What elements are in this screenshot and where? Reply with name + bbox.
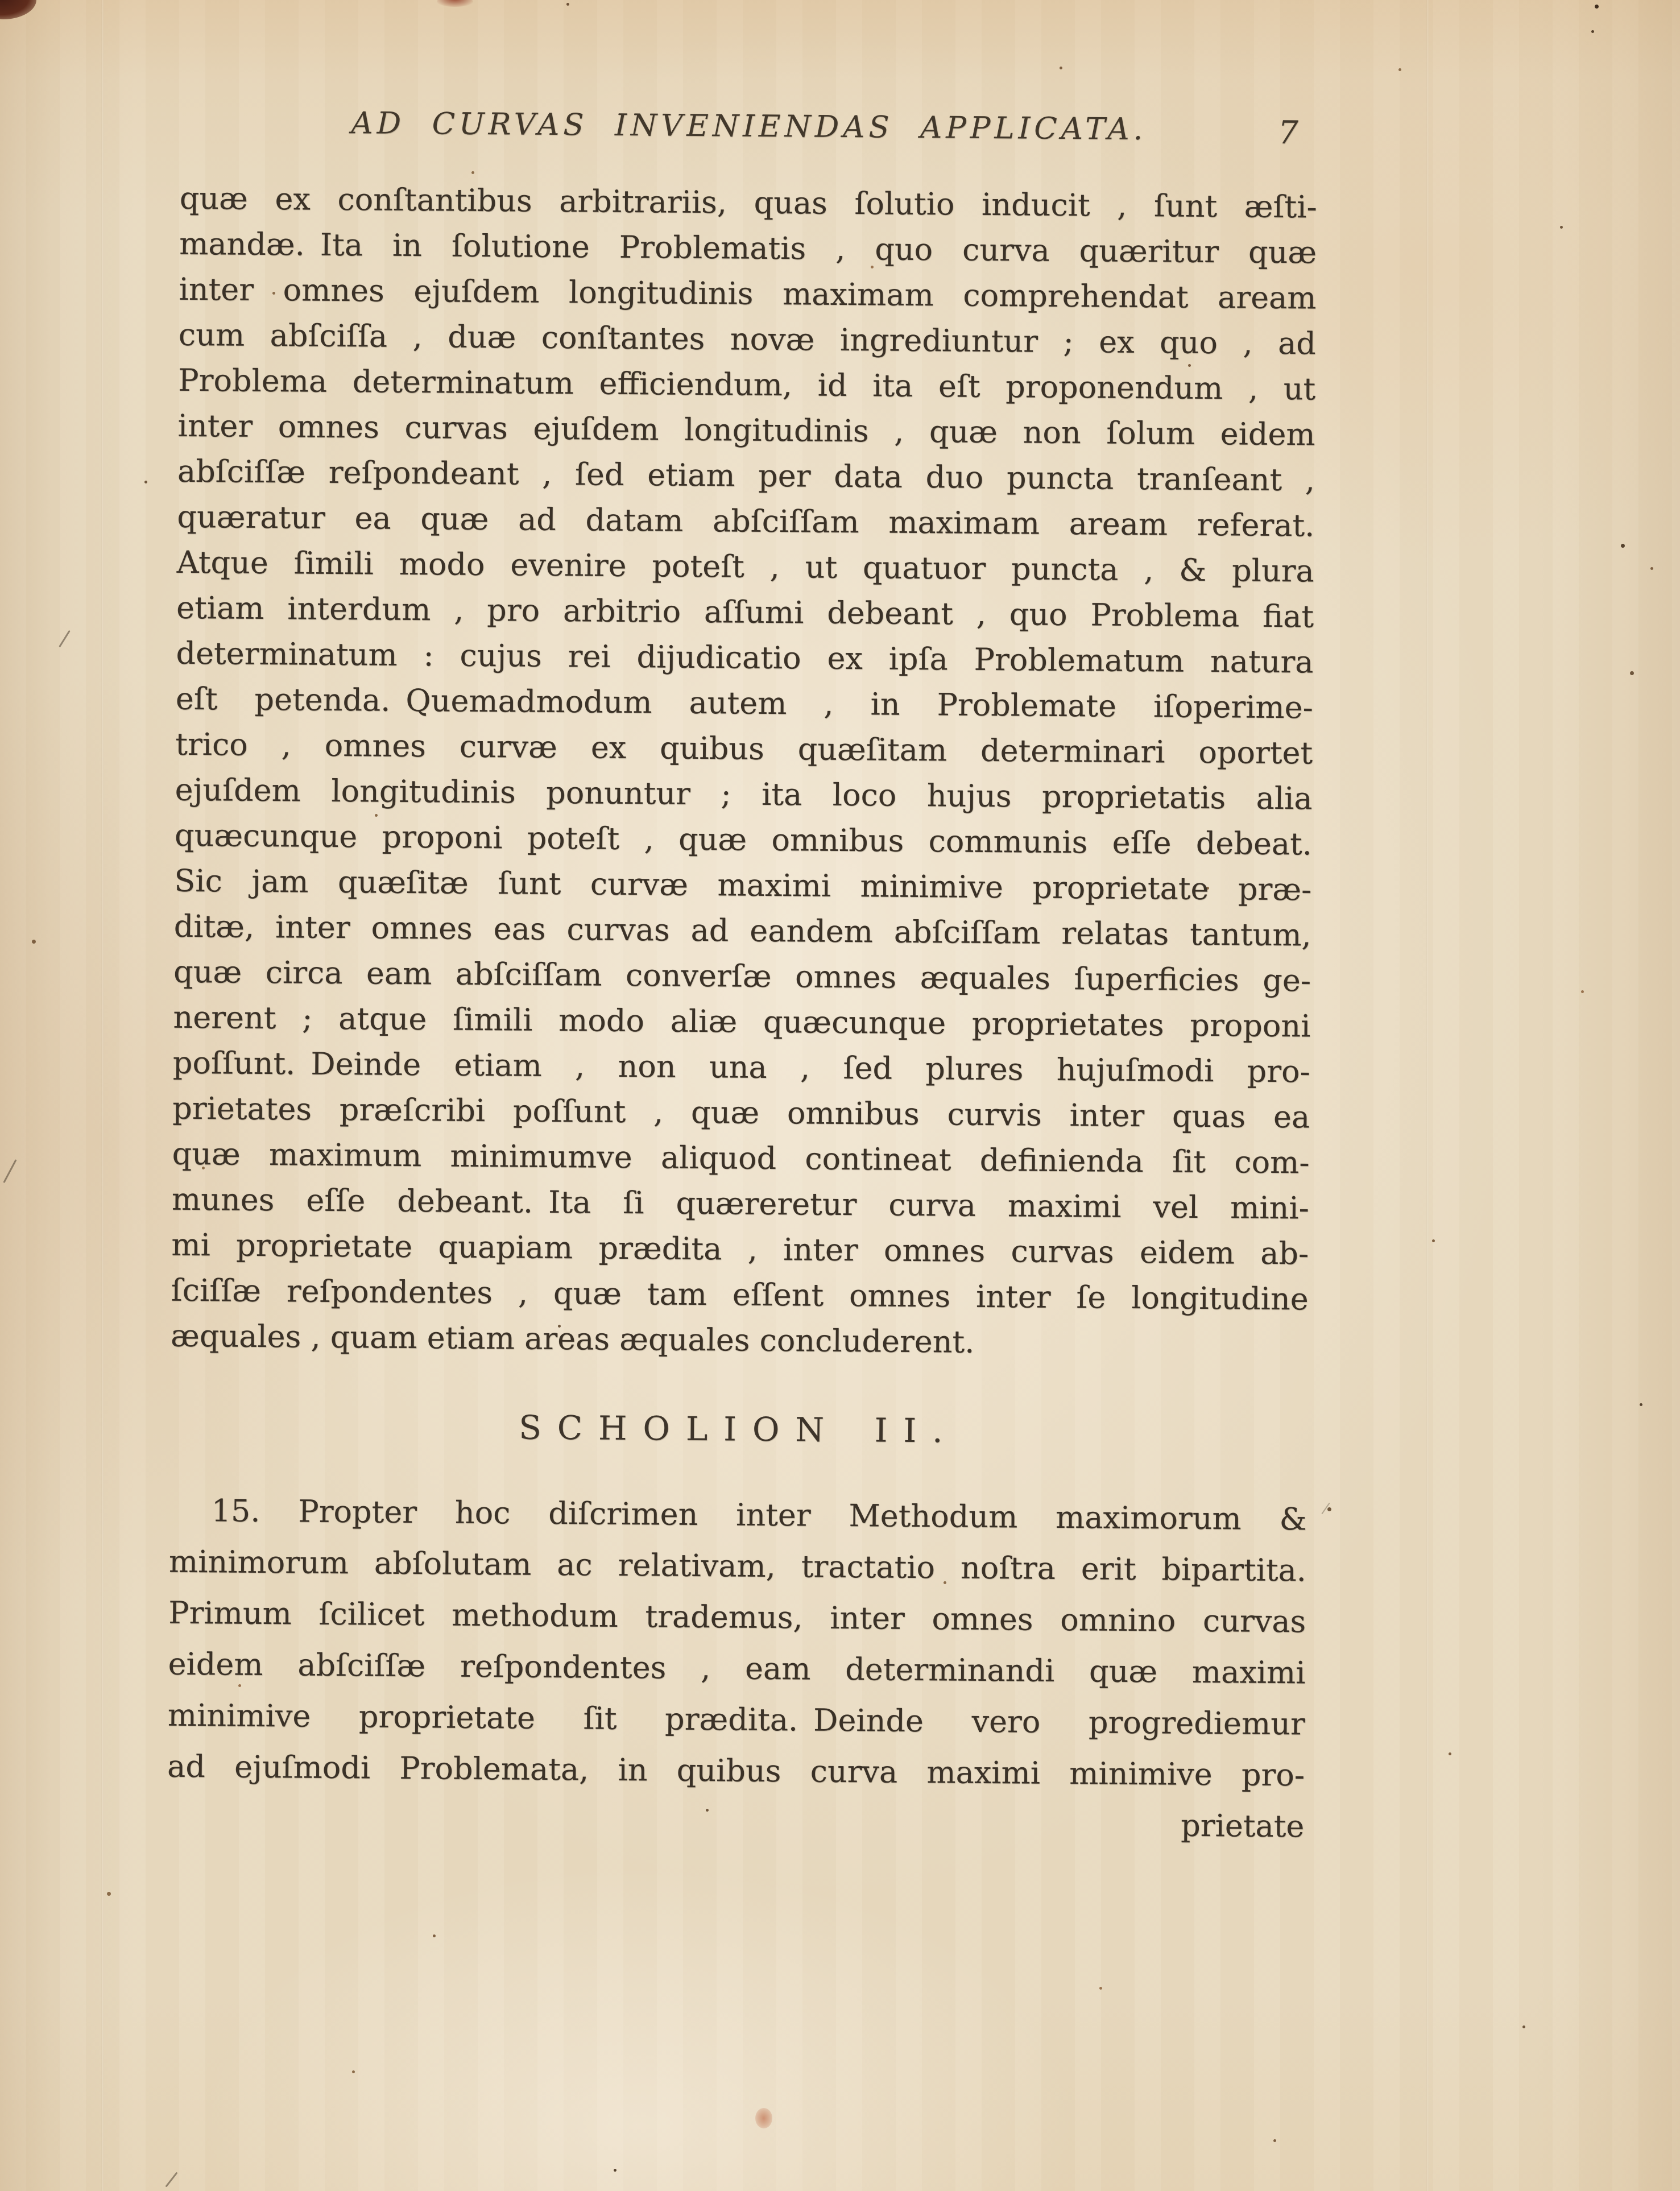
paragraph-1 [171,176,1317,1368]
text-line: ad ejuſmodi Problemata, in quibus curva maximi minimive pro- [167,1748,1305,1793]
text-line: abſciſſæ reſpondeant , ſed etiam per data duo puncta tranſeant , [177,453,1315,498]
page-number: 7 [1277,114,1299,152]
text-line: prietates præſcribi poſſunt , quæ omnibus curvis inter quas ea [172,1090,1310,1135]
text-line: inter omnes curvas ejuſdem longitudinis , quæ non ſolum eidem [177,407,1315,453]
text-line: ditæ, inter omnes eas curvas ad eandem abſciſſam relatas tantum, [173,908,1311,953]
text-line: Primum ſcilicet methodum trademus, inter omnes omnino curvas [168,1594,1306,1640]
running-header [180,98,1318,155]
text-line: quæratur ea quæ ad datam abſciſſam maximam aream referat. [177,498,1315,544]
text-line: quæ ex conſtantibus arbitrariis, quas ſolutio inducit , ſunt æſti- [179,180,1318,225]
text-line: eidem abſciſſæ reſpondentes , eam determinandi quæ maximi [168,1646,1306,1691]
text-line: poſſunt. Deinde etiam , non una , ſed plures hujuſmodi pro- [172,1044,1311,1090]
text-line: nerent ; atque ſimili modo aliæ quæcunque proprietates proponi [173,999,1311,1044]
text-line: cum abſciſſa , duæ conſtantes novæ ingrediuntur ; ex quo , ad [178,316,1317,362]
text-line: Atque ſimili modo evenire poteſt , ut quatuor puncta , & plura [176,544,1315,589]
text-line: mandæ. Ita in ſolutione Problematis , quo curva quæritur quæ [179,225,1317,271]
text-line: inter omnes ejuſdem longitudinis maximam comprehendat aream [179,271,1317,316]
text-line: etiam interdum , pro arbitrio aſſumi debeant , quo Problema fiat [176,589,1314,635]
section-heading: SCHOLION II. [518,1408,959,1450]
text-line: determinatum : cujus rei dijudicatio ex ipſa Problematum natura [176,635,1314,680]
text-line: minimorum abſolutam ac relativam, tractatio noſtra erit bipartita. [168,1543,1307,1589]
text-line: æquales , quam etiam areas æquales concluderent. [170,1317,975,1360]
text-line: mi proprietate quapiam prædita , inter omnes curvas eidem ab- [171,1226,1309,1272]
text-line: Sic jam quæſitæ ſunt curvæ maximi minimive proprietate præ- [174,862,1312,908]
text-line: Problema determinatum efficiendum, id ita eſt proponendum , ut [178,362,1316,407]
text-line: quæ circa eam abſciſſam converſæ omnes æquales ſuperficies ge- [173,953,1311,999]
text-line: minimive proprietate ſit prædita. Deinde vero progrediemur [167,1697,1306,1742]
text-line: 15. Propter hoc diſcrimen inter Methodum maximorum & [211,1493,1307,1537]
catchword: prietate [1181,1807,1305,1845]
text-line: quæ maximum minimumve aliquod contineat definienda ſit com- [172,1135,1310,1181]
text-line: ejuſdem longitudinis ponuntur ; ita loco hujus proprietatis alia [175,771,1313,817]
text-line: munes eſſe debeant. Ita ſi quæreretur curva maximi vel mini- [171,1181,1310,1226]
paragraph-2 [167,1485,1307,1853]
text-line: trico , omnes curvæ ex quibus quæſitam determinari oportet [175,726,1313,771]
text-line: eſt petenda. Quemadmodum autem , in Problemate iſoperime- [175,680,1314,726]
text-line: quæcunque proponi poteſt , quæ omnibus communis eſſe debeat. [174,817,1313,862]
text-line: ſciſſæ reſpondentes , quæ tam eſſent omnes inter ſe longitudine [171,1272,1309,1317]
running-header-title: AD CURVAS INVENIENDAS APPLICATA. [351,106,1147,147]
